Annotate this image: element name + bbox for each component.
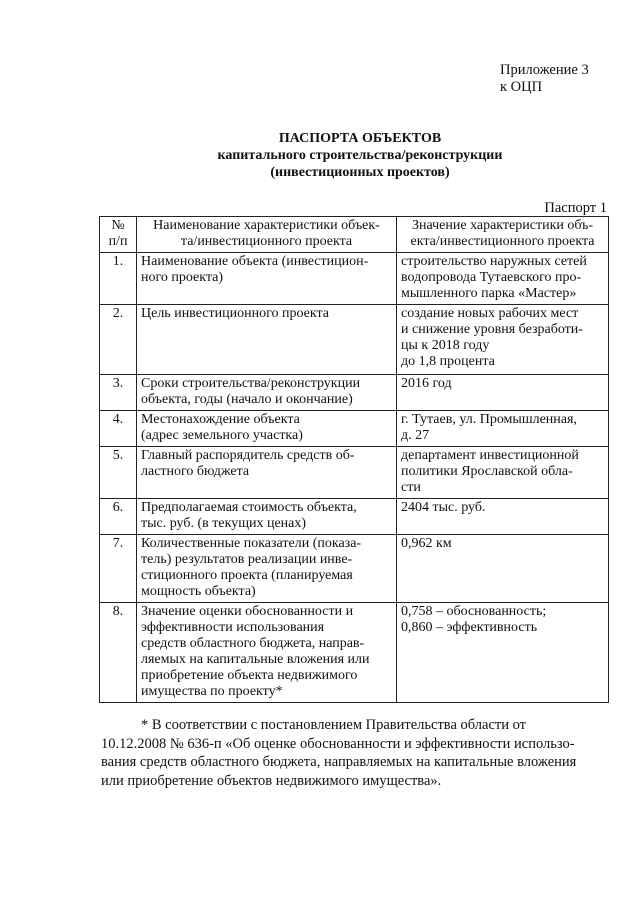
title-line-1: ПАСПОРТА ОБЪЕКТОВ [278,131,442,146]
footnote-line-2: 10.12.2008 № 636-п «Об оценке обоснованности и эффективности использо- [101,735,575,752]
row-characteristic: Значение оценки обоснованности и эффективности использования средств областного бюджета, направ- ляемых на капитальные вложения или приобретение объекта недвижимого имущества по проекту* [137,603,397,703]
table-row [100,499,609,535]
row-value: 2404 тыс. руб. [397,499,609,535]
footnote-line-3: вания средств областного бюджета, направляемых на капитальные вложения [101,754,577,770]
appendix-line-2: к ОЦП [500,79,543,95]
table-row [100,535,609,603]
row-num: 2. [100,305,137,375]
appendix-label [500,62,589,96]
passport-table [99,216,609,703]
table-row [100,411,609,447]
passport-number: Паспорт 1 [544,200,607,216]
row-num: 5. [100,447,137,499]
appendix-line-1: Приложение 3 [500,62,589,78]
header-num: № п/п [100,217,137,253]
table-row [100,253,609,305]
row-value: создание новых рабочих мест и снижение уровня безработи- цы к 2018 году до 1,8 процента [397,305,609,375]
row-num: 7. [100,535,137,603]
footnote [101,716,609,790]
table-header-row [100,217,609,253]
row-characteristic: Предполагаемая стоимость объекта, тыс. руб. (в текущих ценах) [137,499,397,535]
row-characteristic: Местонахождение объекта (адрес земельного участка) [137,411,397,447]
table-row [100,603,609,703]
row-num: 1. [100,253,137,305]
title-line-3: (инвестиционных проектов) [270,165,450,180]
row-num: 4. [100,411,137,447]
row-num: 6. [100,499,137,535]
row-characteristic: Цель инвестиционного проекта [137,305,397,375]
title-line-2: капитального строительства/реконструкции [217,148,503,163]
row-value: департамент инвестиционной политики Ярославской обла- сти [397,447,609,499]
row-characteristic: Главный распорядитель средств об- ластного бюджета [137,447,397,499]
table-row [100,305,609,375]
footnote-line-4: или приобретение объектов недвижимого имущества». [101,772,442,789]
row-value: 0,962 км [397,535,609,603]
row-value: г. Тутаев, ул. Промышленная, д. 27 [397,411,609,447]
row-value: 0,758 – обоснованность; 0,860 – эффективность [397,603,609,703]
footnote-line-1: * В соответствии с постановлением Правительства области от [141,717,527,733]
row-value: 2016 год [397,375,609,411]
row-characteristic: Количественные показатели (показа- тель) результатов реализации инве- стиционного проекта (планируемая мощность объекта) [137,535,397,603]
document-title [100,130,620,181]
table-row [100,447,609,499]
row-num: 8. [100,603,137,703]
table-row [100,375,609,411]
row-num: 3. [100,375,137,411]
row-characteristic: Сроки строительства/реконструкции объекта, годы (начало и окончание) [137,375,397,411]
row-characteristic: Наименование объекта (инвестицион- ного проекта) [137,253,397,305]
header-characteristic: Наименование характеристики объек- та/инвестиционного проекта [137,217,397,253]
header-value: Значение характеристики объ- екта/инвестиционного проекта [397,217,609,253]
row-value: строительство наружных сетей водопровода Тутаевского про- мышленного парка «Мастер» [397,253,609,305]
